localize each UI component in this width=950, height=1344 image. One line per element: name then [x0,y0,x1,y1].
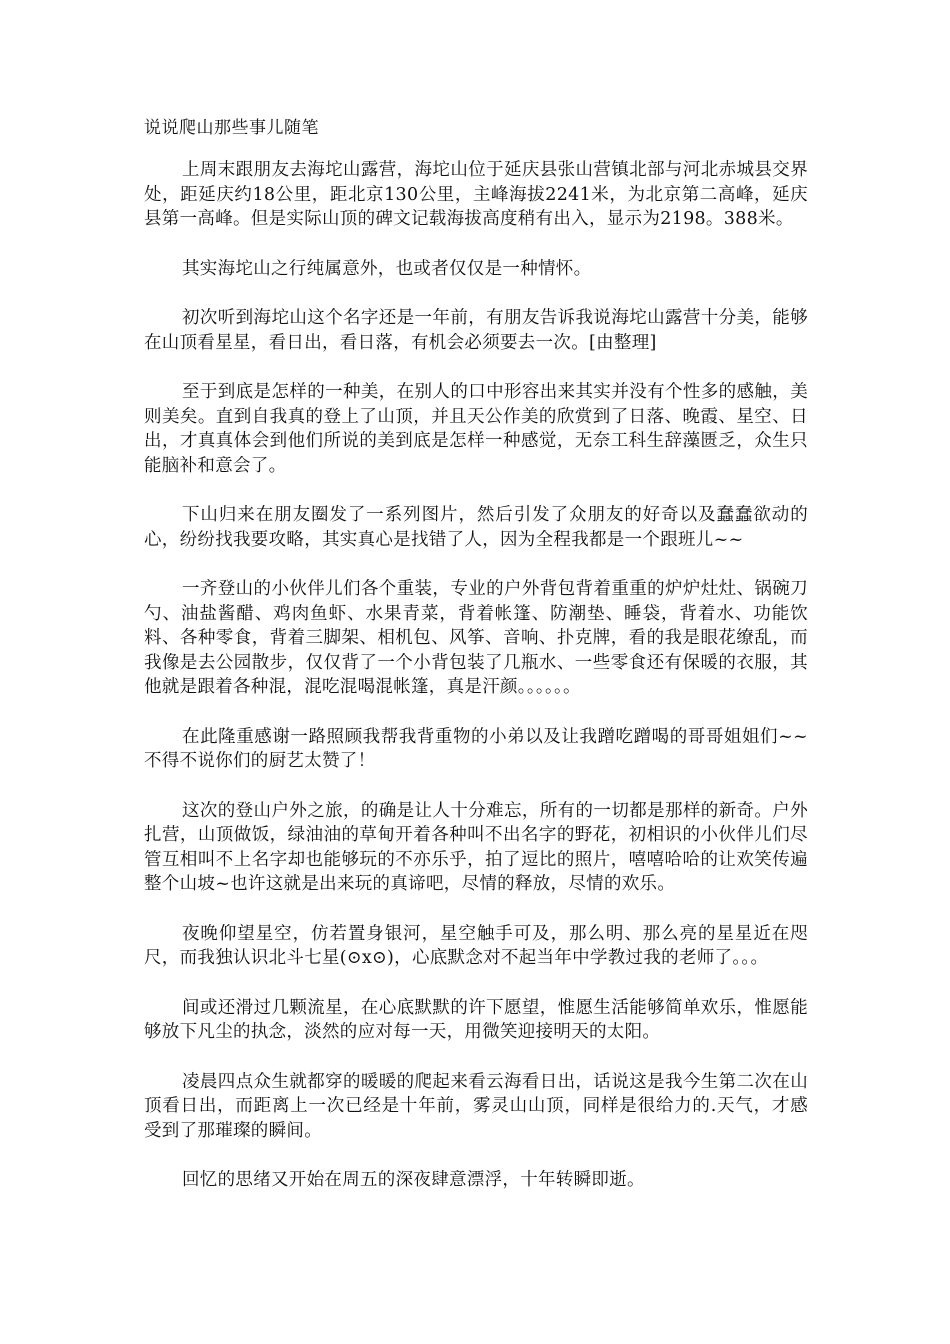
document-page [144,116,808,1218]
paragraph-8: 这次的登山户外之旅，的确是让人十分难忘，所有的一切都是那样的新奇。户外扎营，山顶做饭，绿油油的草甸开着各种叫不出名字的野花，初相识的小伙伴儿们尽管互相叫不上名字却也能够玩的不亦乐乎，拍了逗比的照片，嘻嘻哈哈的让欢笑传遍整个山坡~也许这就是出来玩的真谛吧，尽情的释放，尽情的欢乐。 [144,800,808,894]
paragraph-4: 至于到底是怎样的一种美，在别人的口中形容出来其实并没有个性多的感触，美则美矣。直到自我真的登上了山顶，并且天公作美的欣赏到了日落、晚霞、星空、日出，才真真体会到他们所说的美到底是怎样一种感觉，无奈工科生辞藻匮乏，众生只能脑补和意会了。 [144,382,808,476]
paragraph-12: 回忆的思绪又开始在周五的深夜肆意漂浮，十年转瞬即逝。 [182,1170,645,1190]
paragraph-5: 下山归来在朋友圈发了一系列图片，然后引发了众朋友的好奇以及蠢蠢欲动的心，纷纷找我要攻略，其实真心是找错了人，因为全程我都是一个跟班儿~~ [144,505,808,550]
paragraph-1: 上周末跟朋友去海坨山露营，海坨山位于延庆县张山营镇北部与河北赤城县交界处，距延庆约18公里，距北京130公里，主峰海拔2241米，为北京第二高峰，延庆县第一高峰。但是实际山顶的碑文记载海拔高度稍有出入，显示为2198。388米。 [144,160,808,229]
paragraph-2: 其实海坨山之行纯属意外，也或者仅仅是一种情怀。 [182,258,592,279]
paragraph-7: 在此隆重感谢一路照顾我帮我背重物的小弟以及让我蹭吃蹭喝的哥哥姐姐们~~不得不说你们的厨艺太赞了！ [144,726,808,771]
paragraph-10: 间或还滑过几颗流星，在心底默默的许下愿望，惟愿生活能够简单欢乐，惟愿能够放下凡尘的执念，淡然的应对每一天，用微笑迎接明天的太阳。 [144,997,808,1042]
document-title: 说说爬山那些事儿随笔 [144,118,319,138]
paragraph-6: 一齐登山的小伙伴儿们各个重装，专业的户外背包背着重重的炉炉灶灶、锅碗刀勺、油盐酱醋、鸡肉鱼虾、水果青菜，背着帐篷、防潮垫、睡袋，背着水、功能饮料、各种零食，背着三脚架、相机包、风筝、音响、扑克牌，看的我是眼花缭乱，而我像是去公园散步，仅仅背了一个小背包装了几瓶水、一些零食还有保暖的衣服，其他就是跟着各种混，混吃混喝混帐篷，真是汗颜。。。。。。 [144,579,808,697]
paragraph-11: 凌晨四点众生就都穿的暖暖的爬起来看云海看日出，话说这是我今生第二次在山顶看日出，而距离上一次已经是十年前，雾灵山山顶，同样是很给力的.天气，才感受到了那璀璨的瞬间。 [144,1071,808,1141]
paragraph-3: 初次听到海坨山这个名字还是一年前，有朋友告诉我说海坨山露营十分美，能够在山顶看星星，看日出，看日落，有机会必须要去一次。[由整理] [144,308,808,353]
paragraph-9: 夜晚仰望星空，仿若置身银河，星空触手可及，那么明、那么亮的星星近在咫尺，而我独认识北斗七星(⊙x⊙)，心底默念对不起当年中学教过我的老师了。。。 [144,923,808,968]
